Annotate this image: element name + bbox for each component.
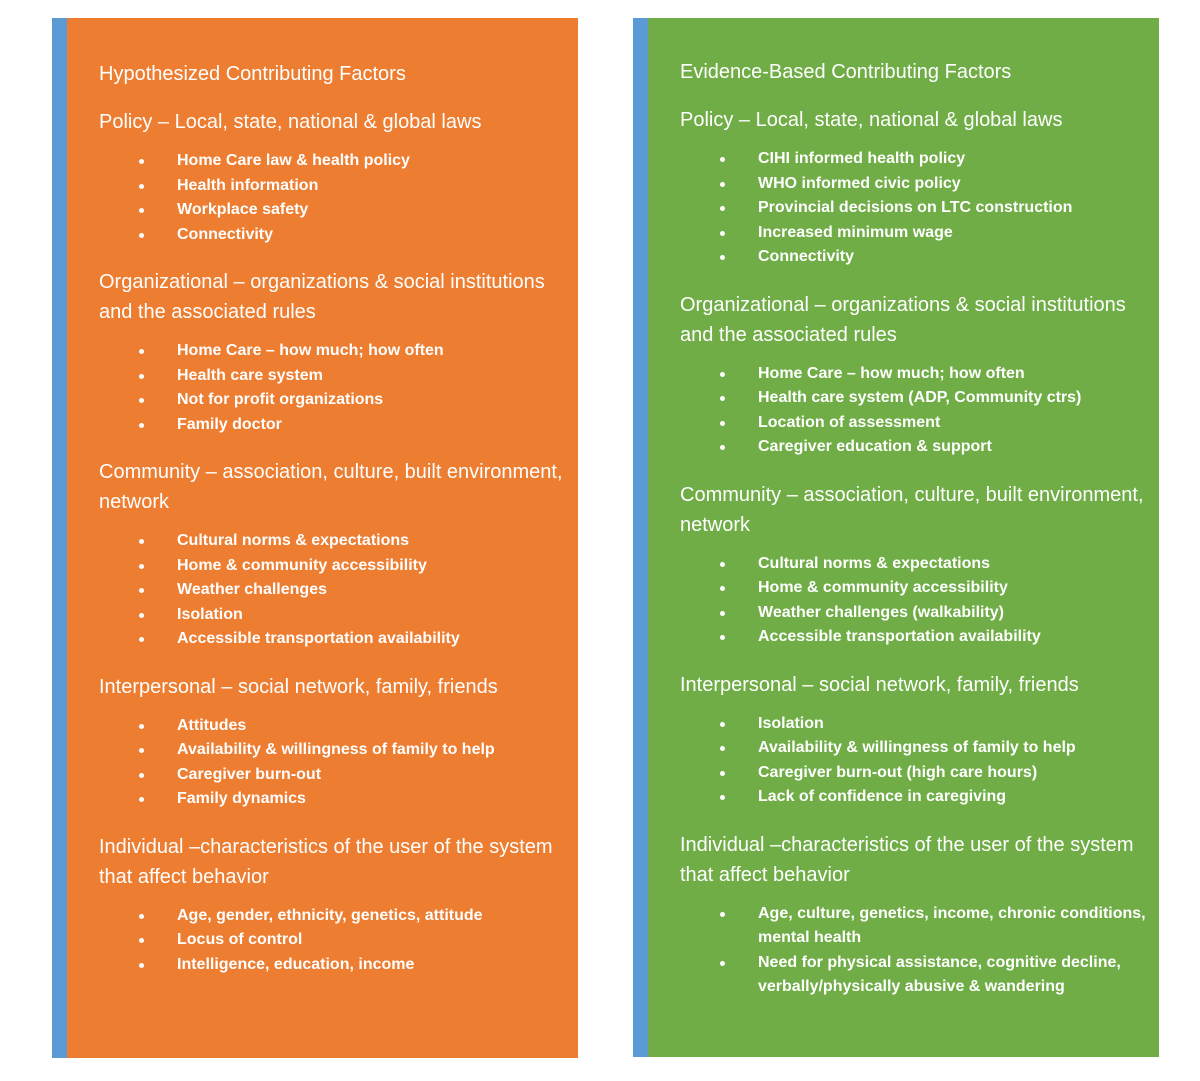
section-interpersonal [99, 672, 566, 812]
list-item: Home Care law & health policy [99, 149, 566, 174]
list-item: CIHI informed health policy [680, 147, 1147, 172]
list-item: Location of assessment [680, 411, 1147, 436]
list-item: Family dynamics [99, 787, 566, 812]
list-item: Isolation [99, 603, 566, 628]
list-item: Health care system (ADP, Community ctrs) [680, 386, 1147, 411]
panel-title: Hypothesized Contributing Factors [99, 63, 406, 85]
list-item: Increased minimum wage [680, 221, 1147, 246]
list-item: Cultural norms & expectations [680, 552, 1147, 577]
section-organizational [680, 290, 1147, 460]
section-organizational [99, 267, 566, 437]
hypothesized-factors-panel [52, 18, 578, 1058]
list-item: Weather challenges (walkability) [680, 601, 1147, 626]
section-heading: Organizational – organizations & social institutions and the associated rules [99, 271, 545, 323]
list-item: Caregiver burn-out [99, 763, 566, 788]
section-heading: Community – association, culture, built environment, network [99, 461, 563, 513]
list-item: Intelligence, education, income [99, 953, 566, 978]
list-item: Availability & willingness of family to help [680, 736, 1147, 761]
list-item: Family doctor [99, 413, 566, 438]
panel-title: Evidence-Based Contributing Factors [680, 61, 1012, 83]
panel-accent-stripe [633, 18, 648, 1057]
section-heading: Interpersonal – social network, family, friends [680, 673, 1079, 696]
list-item: Age, culture, genetics, income, chronic conditions, mental health [680, 902, 1147, 951]
list-item: Accessible transportation availability [99, 627, 566, 652]
list-item: Caregiver education & support [680, 435, 1147, 460]
section-community [680, 480, 1147, 650]
section-heading: Organizational – organizations & social institutions and the associated rules [680, 293, 1126, 346]
list-item: Not for profit organizations [99, 388, 566, 413]
section-heading: Interpersonal – social network, family, friends [99, 675, 498, 698]
section-individual [680, 830, 1147, 1000]
list-item: Workplace safety [99, 198, 566, 223]
list-item: Accessible transportation availability [680, 625, 1147, 650]
list-item: Home Care – how much; how often [680, 362, 1147, 387]
section-community [99, 457, 566, 652]
section-individual [99, 832, 566, 978]
section-heading: Individual –characteristics of the user of the system that affect behavior [680, 833, 1134, 886]
section-heading: Individual –characteristics of the user of the system that affect behavior [99, 835, 553, 888]
list-item: Lack of confidence in caregiving [680, 785, 1147, 810]
section-heading: Policy – Local, state, national & global laws [680, 109, 1063, 131]
list-item: Connectivity [680, 245, 1147, 270]
list-item: Attitudes [99, 714, 566, 739]
list-item: Caregiver burn-out (high care hours) [680, 761, 1147, 786]
list-item: Home & community accessibility [99, 554, 566, 579]
list-item: Health care system [99, 364, 566, 389]
list-item: Age, gender, ethnicity, genetics, attitude [99, 904, 566, 929]
list-item: Locus of control [99, 928, 566, 953]
list-item: Availability & willingness of family to help [99, 738, 566, 763]
list-item: Cultural norms & expectations [99, 529, 566, 554]
list-item: WHO informed civic policy [680, 172, 1147, 197]
list-item: Need for physical assistance, cognitive decline, verbally/physically abusive & wandering [680, 951, 1147, 1000]
section-heading: Community – association, culture, built environment, network [680, 483, 1144, 536]
list-item: Home & community accessibility [680, 576, 1147, 601]
list-item: Provincial decisions on LTC construction [680, 196, 1147, 221]
list-item: Home Care – how much; how often [99, 339, 566, 364]
list-item: Weather challenges [99, 578, 566, 603]
section-policy [99, 107, 566, 247]
panel-accent-stripe [52, 18, 67, 1058]
list-item: Connectivity [99, 223, 566, 248]
section-policy [680, 105, 1147, 270]
section-interpersonal [680, 670, 1147, 810]
list-item: Isolation [680, 712, 1147, 737]
list-item: Health information [99, 174, 566, 199]
evidence-based-factors-panel [633, 18, 1159, 1057]
section-heading: Policy – Local, state, national & global laws [99, 111, 482, 133]
